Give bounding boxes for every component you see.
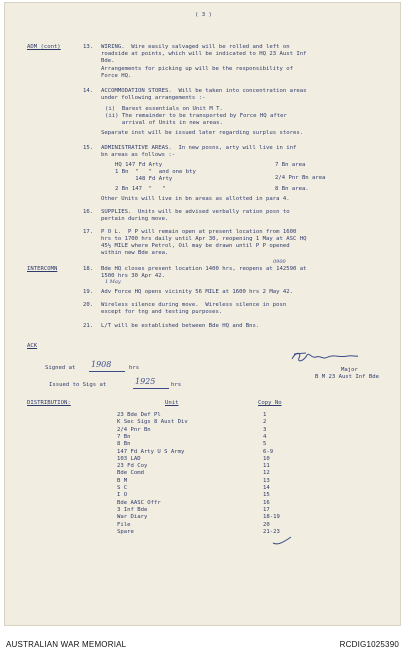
hrs-label: hrs: [129, 365, 140, 371]
distribution-unit: File: [117, 521, 131, 528]
distribution-unit: B M: [117, 477, 128, 484]
document-page: [4, 2, 401, 626]
signatory-rank: Major: [341, 367, 358, 373]
distribution-copy-no: 2: [263, 419, 267, 426]
footer-reference: RCDIG1025390: [339, 640, 399, 649]
para-line: Bde HQ closes present location 1400 hrs, reopens at 142590 at: [101, 266, 307, 272]
distribution-copy-no: 14: [263, 485, 270, 491]
margin-heading-intercomn: INTERCOMN: [27, 266, 58, 272]
distribution-copy-no: 3: [263, 426, 267, 433]
para-line: Bde.: [101, 58, 115, 64]
para-line: hrs to 1700 hrs daily until Apr 30, reopening 1 May at ASC HQ: [101, 236, 307, 242]
para-number: 15.: [83, 145, 94, 151]
para-line: SUPPLIES. Units will be advised verbally ration posn to: [101, 209, 290, 215]
para-line: Adv Force HQ opens vicinity 56 MILE at 1600 hrs 2 May 42.: [101, 289, 293, 295]
distribution-copy-no: 20: [263, 521, 270, 528]
issued-time-underline: [133, 388, 169, 389]
signed-time: 1908: [91, 360, 112, 369]
distribution-unit: K Sec Sigs 8 Aust Div: [117, 419, 188, 426]
admin-area-unit: 2 Bn 147 " ": [115, 186, 166, 192]
margin-heading-adm: ADM (cont): [27, 44, 61, 50]
distribution-unit: 8 Bn: [117, 441, 131, 448]
para-line: within new Bde area.: [101, 250, 169, 256]
para-number: 14.: [83, 88, 94, 94]
signatory-unit: B M 23 Aust Inf Bde: [315, 374, 379, 380]
distribution-unit: Spare: [117, 528, 134, 535]
unit-column-header: Unit: [165, 400, 179, 406]
para-line: ACCOMMODATION STORES. Will be taken into concentration areas: [101, 88, 307, 94]
distribution-copy-no: 1: [263, 412, 267, 418]
distribution-unit: Bde Comd: [117, 470, 144, 477]
para-number: 21.: [83, 323, 94, 329]
para-line: arrival of Units in new areas.: [105, 120, 223, 126]
para-number: 16.: [83, 209, 94, 215]
distribution-unit: 103 LAD: [117, 455, 141, 462]
distribution-copy-no: 18-19: [263, 514, 280, 521]
admin-area-unit: 148 Fd Arty: [115, 176, 173, 182]
distribution-copy-no: 11: [263, 463, 270, 470]
signed-label: Signed at: [45, 365, 76, 371]
issued-label: Issued to Sigs at: [49, 382, 107, 388]
admin-area-unit: HQ 147 Fd Arty: [115, 162, 163, 168]
para-line: Arrangements for picking up will be the responsibility of: [101, 66, 293, 72]
distribution-copy-no: 6-9: [263, 448, 274, 455]
para-line: (i) Barest essentials on Unit M T.: [105, 106, 223, 112]
para-line: roadside at points, which will be indicated to HQ 23 Aust Inf: [101, 51, 307, 57]
para-line: P O L. P P will remain open at present location from 1600: [101, 229, 297, 235]
para-number: 17.: [83, 229, 94, 235]
distribution-unit: I O: [117, 492, 128, 499]
para-number: 19.: [83, 289, 94, 295]
distribution-copy-no: 4: [263, 433, 267, 440]
distribution-label: DISTRIBUTION:: [27, 400, 71, 406]
ack-label: ACK: [27, 343, 38, 349]
para-line: 1500 hrs 30 Apr 42.: [101, 273, 165, 279]
para-line: ADMINISTRATIVE AREAS. In new posns, arty will live in inf: [101, 145, 297, 151]
admin-area-location: 2/4 Pnr Bn area: [275, 175, 326, 181]
distribution-unit: 23 Bde Def Pl: [117, 412, 161, 418]
para-line: Force HQ.: [101, 73, 132, 79]
para-line: pertain during move.: [101, 216, 169, 222]
copy-column-header: Copy No: [258, 400, 282, 406]
handwritten-annotation: 1 May: [105, 279, 121, 285]
handwritten-annotation: 0900: [273, 259, 286, 265]
distribution-unit: Bde AASC Offr: [117, 499, 161, 506]
distribution-copy-no: 5: [263, 441, 267, 448]
distribution-unit: 3 Inf Bde: [117, 506, 148, 513]
para-line: 45½ MILE where Petrol, Oil may be drawn until P P opened: [101, 243, 290, 249]
distribution-unit: War Diary: [117, 514, 148, 521]
distribution-copy-no: 16: [263, 499, 270, 506]
para-line: Other Units will live in bn areas as allotted in para 4.: [101, 196, 290, 202]
para-line: WIRING. Wire easily salvaged will be rolled and left on: [101, 44, 290, 50]
distribution-copy-no: 21-23: [263, 528, 280, 535]
distribution-unit: 147 Fd Arty U S Army: [117, 448, 185, 455]
distribution-copy-no: 12: [263, 470, 270, 477]
distribution-unit: 7 Bn: [117, 433, 131, 440]
admin-area-unit: 1 Bn " " and one bty: [115, 169, 196, 175]
distribution-copy-no: 10: [263, 455, 270, 462]
para-line: Wireless silence during move. Wireless silence in posn: [101, 302, 287, 308]
hrs-label: hrs: [171, 382, 182, 388]
distribution-unit: 23 Fd Coy: [117, 463, 148, 470]
para-line: Separate inst will be issued later regarding surplus stores.: [101, 130, 304, 136]
signed-time-underline: [89, 371, 125, 372]
admin-area-location: 7 Bn area: [275, 162, 306, 168]
para-line: except for tng and testing purposes.: [101, 309, 223, 315]
distribution-copy-no: 17: [263, 506, 270, 513]
para-line: L/T will be established between Bde HQ and Bns.: [101, 323, 260, 329]
tick-mark: [271, 535, 293, 547]
distribution-copy-no: 15: [263, 492, 270, 499]
para-line: (ii) The remainder to be transported by Force HQ after: [105, 113, 287, 119]
distribution-unit: 2/4 Pnr Bn: [117, 426, 151, 433]
para-number: 20.: [83, 302, 94, 308]
para-number: 18.: [83, 266, 94, 272]
footer-source: AUSTRALIAN WAR MEMORIAL: [6, 640, 127, 649]
distribution-unit: S C: [117, 485, 128, 491]
archive-footer: [0, 630, 405, 653]
para-line: bn areas as follows :-: [101, 152, 176, 158]
para-line: under following arrangements :-: [101, 95, 206, 101]
issued-time: 1925: [135, 377, 156, 386]
signature: [290, 349, 360, 367]
para-number: 13.: [83, 44, 94, 50]
admin-area-location: 8 Bn area.: [275, 186, 309, 192]
page-number: ( 3 ): [195, 12, 212, 18]
distribution-copy-no: 13: [263, 477, 270, 484]
